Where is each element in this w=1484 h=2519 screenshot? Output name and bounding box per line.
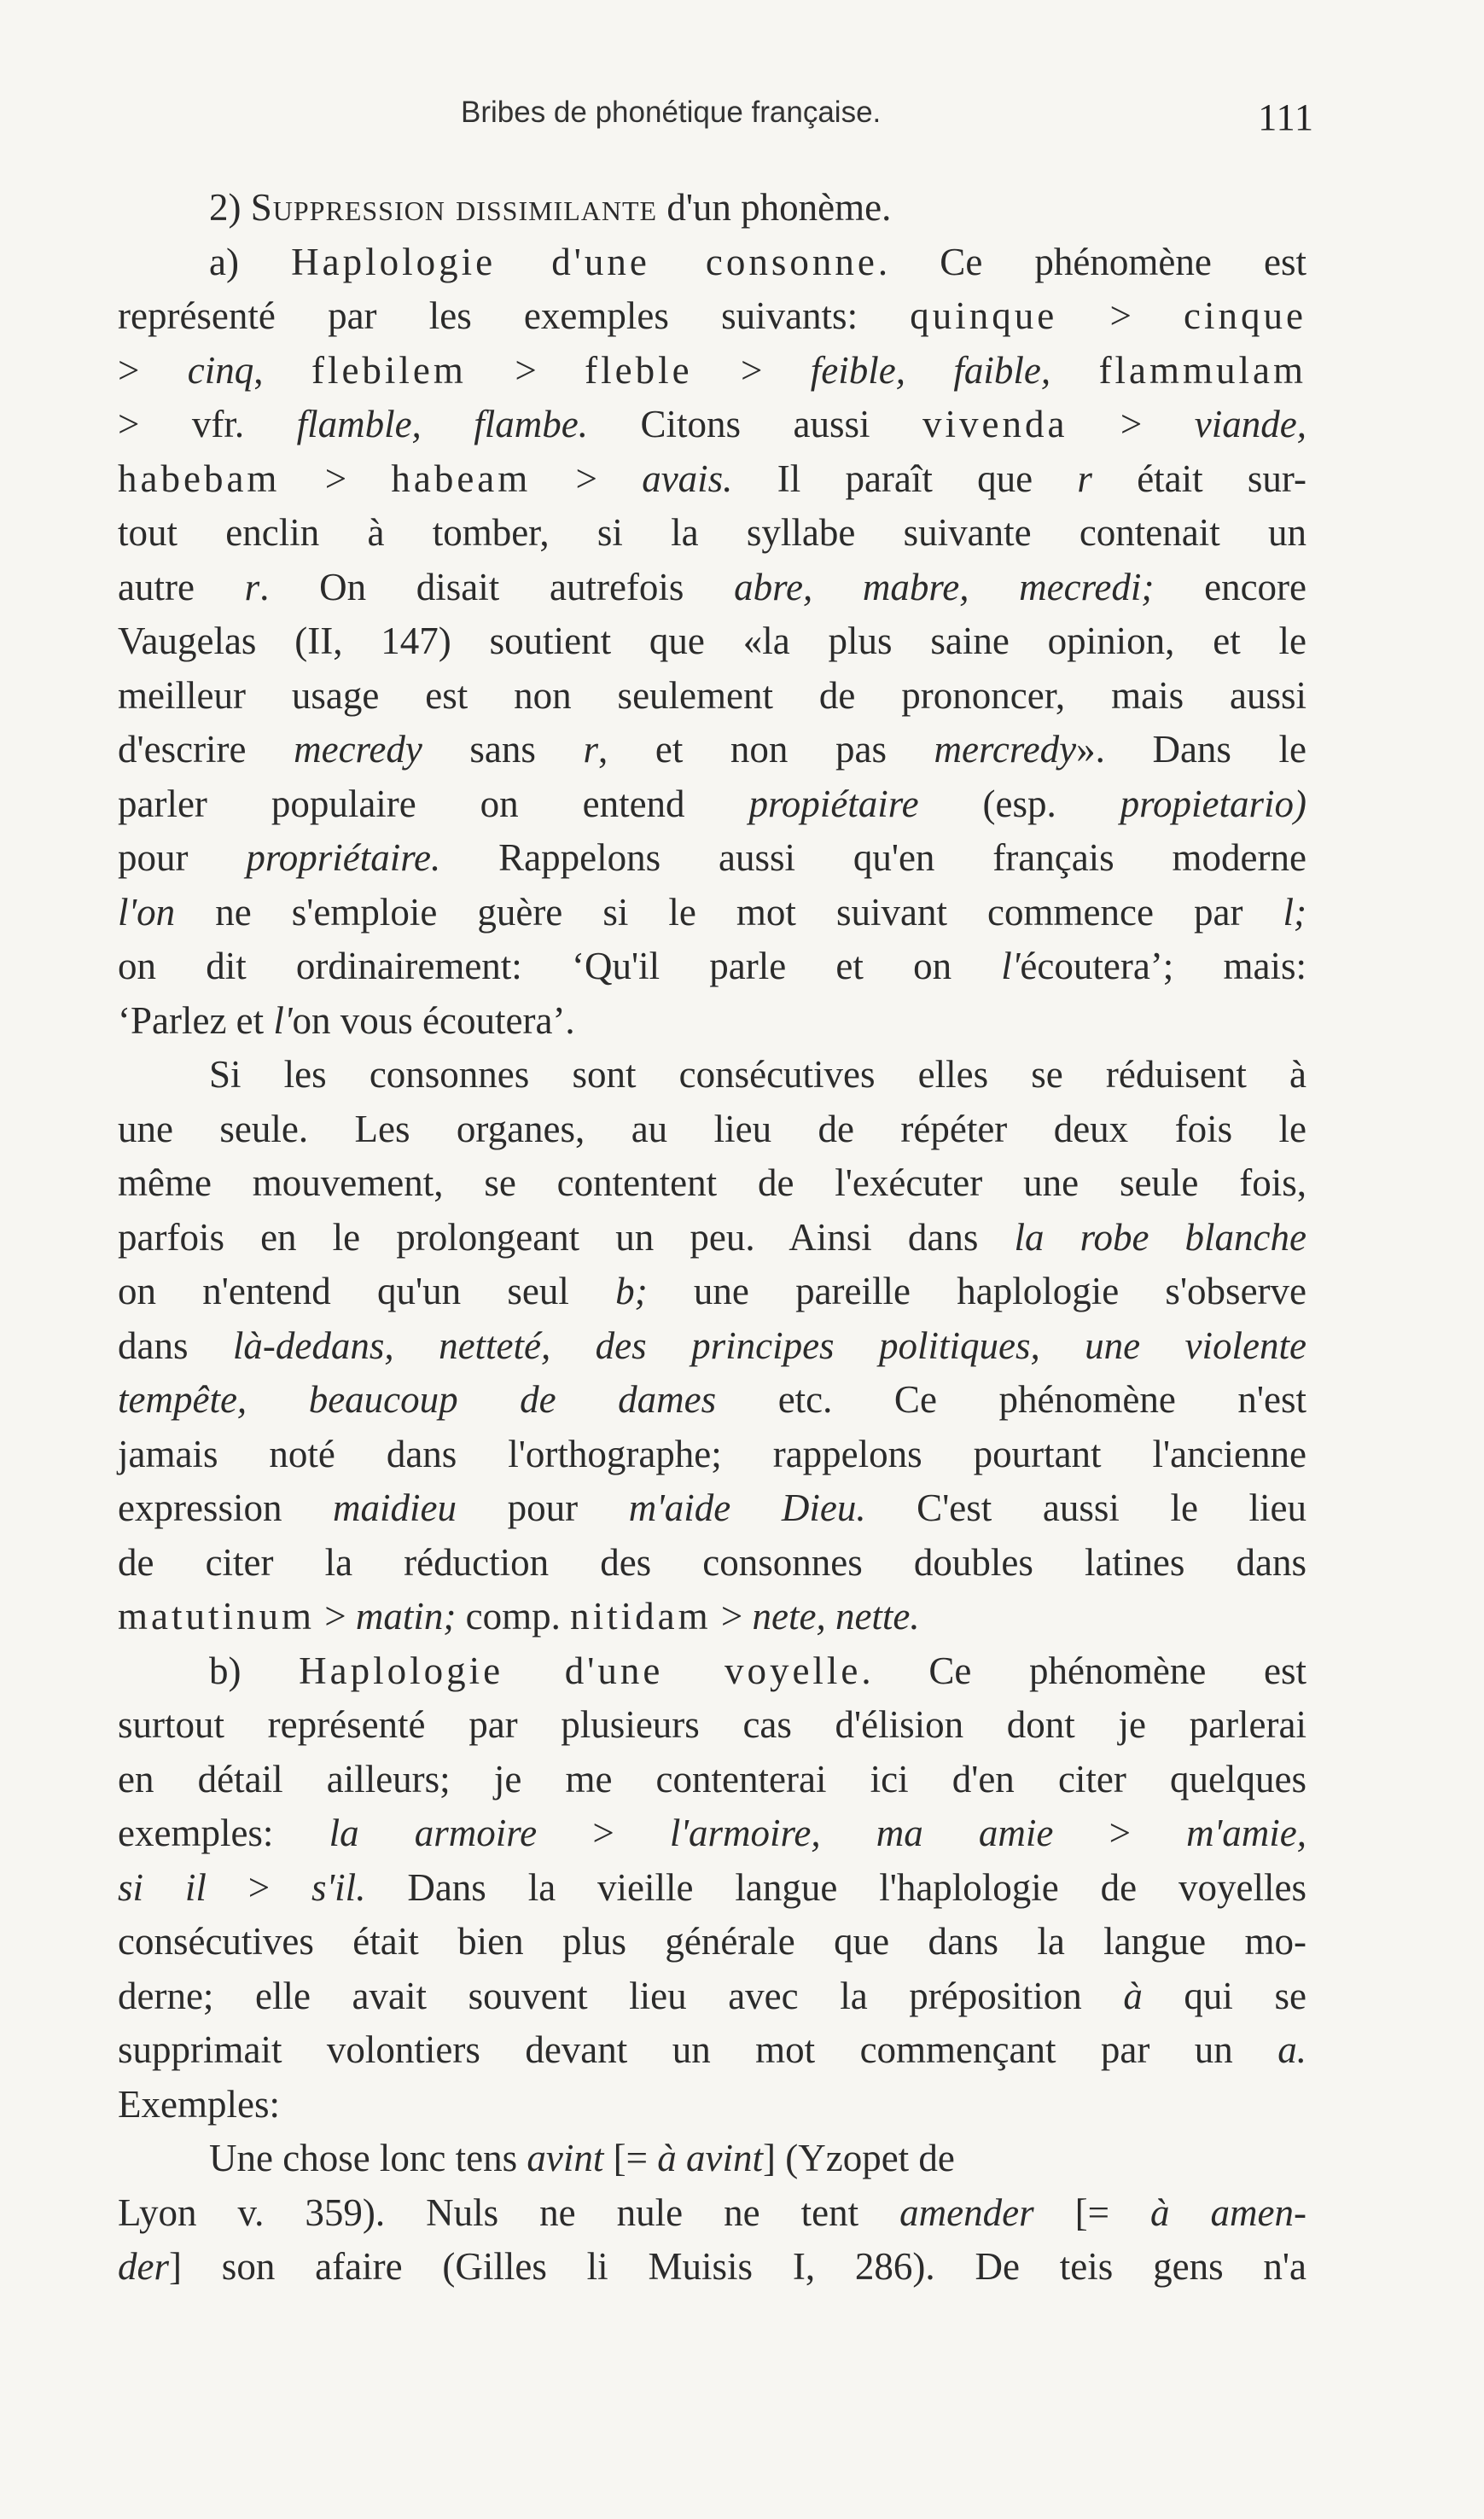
text-segment: jamais noté dans l'orthographe; rappelons pourtant l'ancienne: [118, 1432, 1307, 1475]
text-segment: . On disait autrefois: [259, 565, 735, 608]
text-segment: parler populaire on entend: [118, 782, 749, 825]
running-title: Bribes de phonétique française.: [461, 96, 882, 129]
italic-text: r: [1077, 457, 1092, 500]
small-caps-text: Suppression dissimilante: [250, 186, 658, 229]
spaced-text: quinque: [910, 294, 1058, 337]
italic-text: der: [118, 2245, 169, 2288]
text-segment: ] (Yzopet de: [763, 2137, 955, 2179]
text-line: [118, 398, 1307, 452]
italic-text: amender: [899, 2190, 1034, 2234]
italic-text: l'armoire, ma amie: [669, 1812, 1054, 1854]
text-segment: sans: [422, 728, 584, 771]
italic-text: matin;: [355, 1595, 457, 1638]
italic-text: a.: [1277, 2028, 1307, 2071]
text-segment: en détail ailleurs; je me contenterai ici d'en citer quelques: [118, 1757, 1307, 1801]
text-segment: on dit ordinairement: ‘Qu'il parle et on: [118, 945, 1002, 987]
page-header: [461, 96, 1314, 147]
text-segment: C'est aussi le lieu: [865, 1486, 1307, 1529]
text-segment: >: [1053, 1812, 1187, 1854]
text-segment: >: [1068, 403, 1195, 445]
italic-text: cinq: [187, 348, 254, 392]
italic-text: propiétaire: [748, 782, 919, 825]
text-line: [118, 452, 1307, 507]
text-segment: [=: [1033, 2190, 1151, 2234]
text-line: [118, 1806, 1307, 1861]
text-segment: [1050, 349, 1098, 392]
text-line: [118, 1536, 1307, 1591]
spaced-text: cinque: [1184, 294, 1307, 337]
text-line: [118, 1265, 1307, 1319]
text-segment: >: [315, 1595, 356, 1638]
text-line: [118, 1373, 1307, 1428]
italic-text: mercredy: [934, 728, 1077, 771]
italic-text: à amen-: [1150, 2190, 1307, 2234]
text-segment: écoutera’; mais:: [1020, 945, 1307, 987]
text-segment: >: [1057, 294, 1184, 337]
text-segment: derne; elle avait souvent lieu avec la préposition: [118, 1974, 1124, 2017]
text-line: [118, 506, 1307, 561]
text-line: [118, 2240, 1307, 2295]
text-segment: 2): [209, 186, 251, 229]
text-line: [118, 1590, 1307, 1644]
italic-text: l;: [1283, 890, 1307, 934]
text-segment: expression: [118, 1486, 334, 1529]
text-segment: >: [537, 1812, 670, 1854]
italic-text: la armoire: [329, 1812, 538, 1854]
text-segment: on n'entend qu'un seul: [118, 1270, 616, 1312]
text-segment: une pareille haplologie s'observe: [647, 1270, 1307, 1312]
text-line: [118, 614, 1307, 669]
text-line: [118, 1048, 1307, 1102]
text-segment: encore: [1154, 565, 1307, 608]
italic-text: viande,: [1194, 403, 1307, 445]
text-line: [118, 1428, 1307, 1482]
text-segment: ‘Parlez et: [118, 998, 274, 1042]
italic-text: feible, faible,: [810, 348, 1051, 392]
italic-text: maidieu: [333, 1486, 457, 1529]
text-segment: > vfr.: [118, 403, 297, 445]
text-segment: >: [711, 1595, 753, 1638]
spaced-text: Haplologie d'une consonne: [291, 240, 878, 283]
text-segment: représenté par les exemples suivants:: [118, 294, 911, 337]
text-line: [118, 1319, 1307, 1374]
text-segment: b): [209, 1649, 300, 1692]
italic-text: m'amie,: [1186, 1812, 1307, 1854]
text-segment: parfois en le prolongeant un peu. Ainsi dans: [118, 1215, 1015, 1259]
text-line: [118, 2186, 1307, 2241]
text-line: [118, 994, 1307, 1049]
italic-text: propriétaire.: [246, 836, 441, 879]
text-line: [118, 236, 1307, 290]
text-segment: >: [531, 457, 643, 500]
italic-text: abre, mabre, mecredi;: [734, 565, 1155, 608]
spaced-text: flebilem: [311, 348, 467, 392]
text-segment: de citer la réduction des consonnes doubles latines dans: [118, 1540, 1307, 1584]
italic-text: r: [583, 728, 599, 771]
text-segment: même mouvement, se contentent de l'exécuter une seule fois,: [118, 1161, 1307, 1204]
text-line: [118, 561, 1307, 615]
italic-text: l'on: [118, 890, 176, 934]
italic-text: m'aide Dieu.: [628, 1486, 866, 1529]
text-segment: pour: [457, 1486, 629, 1529]
text-segment: Si les consonnes sont consécutives elles se réduisent à: [209, 1053, 1307, 1096]
italic-text: avint: [527, 2137, 604, 2179]
italic-text: la robe blanche: [1014, 1215, 1307, 1259]
spaced-text: Haplologie d'une voyelle: [299, 1649, 862, 1692]
text-segment: >: [692, 348, 811, 392]
text-segment: a): [209, 240, 292, 283]
text-segment: pour: [118, 836, 247, 879]
text-segment: Exemples:: [118, 2082, 280, 2126]
text-segment: . Ce phénomène est: [861, 1649, 1307, 1692]
text-segment: tout enclin à tomber, si la syllabe suivante contenait un: [118, 511, 1307, 554]
italic-text: l': [273, 998, 293, 1042]
text-segment: Dans la vieille langue l'haplologie de voyelles: [365, 1865, 1307, 1909]
text-line: [118, 1753, 1307, 1807]
text-line: [118, 1861, 1307, 1916]
text-segment: ne s'emploie guère si le mot suivant commence par: [175, 890, 1283, 934]
italic-text: l': [1001, 945, 1021, 987]
italic-text: avais.: [642, 457, 733, 500]
text-segment: >: [466, 348, 585, 392]
text-segment: supprimait volontiers devant un mot commençant par un: [118, 2028, 1278, 2071]
text-segment: comp.: [456, 1595, 571, 1638]
text-line: [118, 2023, 1307, 2078]
text-line: [118, 1969, 1307, 2024]
spaced-text: fleble: [585, 348, 693, 392]
text-segment: une seule. Les organes, au lieu de répéter deux fois le: [118, 1107, 1307, 1150]
italic-text: r: [244, 565, 260, 608]
italic-text: s'il.: [311, 1865, 366, 1909]
text-line: [118, 831, 1307, 886]
text-segment: ] son afaire (Gilles li Muisis I, 286). De teis gens n'a: [169, 2245, 1307, 2288]
spaced-text: nitidam: [570, 1595, 712, 1638]
text-line: [118, 344, 1307, 399]
text-line: [118, 1481, 1307, 1536]
page-number: 111: [1258, 96, 1314, 138]
text-segment: Il paraît que: [732, 457, 1078, 500]
italic-text: nete, nette.: [752, 1595, 920, 1638]
italic-text: à avint: [657, 2137, 763, 2179]
text-segment: d'un phonème.: [657, 186, 892, 229]
text-segment: Citons aussi: [588, 403, 922, 445]
spaced-text: vivenda: [922, 403, 1068, 445]
text-segment: ,: [253, 348, 311, 392]
text-segment: surtout représenté par plusieurs cas d'élision dont je parlerai: [118, 1703, 1307, 1746]
italic-text: à: [1123, 1974, 1143, 2017]
text-segment: Une chose lonc tens: [209, 2137, 527, 2179]
text-segment: exemples:: [118, 1812, 329, 1854]
spaced-text: flammulam: [1098, 348, 1307, 392]
spaced-text: habeam: [391, 457, 532, 500]
text-line: [118, 940, 1307, 994]
text-segment: était sur-: [1091, 457, 1307, 500]
italic-text: b;: [615, 1270, 648, 1312]
text-line: [118, 1915, 1307, 1969]
text-segment: meilleur usage est non seulement de prononcer, mais aussi: [118, 673, 1307, 717]
text-line: [118, 886, 1307, 940]
spaced-text: matutinum: [118, 1595, 315, 1638]
text-segment: autre: [118, 565, 245, 608]
italic-text: si il: [118, 1865, 207, 1909]
text-line: [118, 181, 1307, 236]
text-segment: . Ce phénomène est: [877, 240, 1307, 283]
text-segment: qui se: [1142, 1974, 1307, 2017]
text-segment: d'escrire: [118, 728, 294, 771]
text-segment: >: [206, 1865, 312, 1909]
body-text: [118, 181, 1307, 2295]
italic-text: flamble, flambe.: [296, 403, 589, 445]
text-segment: consécutives était bien plus générale que dans la langue mo-: [118, 1920, 1307, 1963]
text-segment: >: [118, 348, 188, 392]
text-segment: Vaugelas (II, 147) soutient que «la plus saine opinion, et le: [118, 620, 1307, 662]
text-segment: Rappelons aussi qu'en français moderne: [440, 836, 1307, 879]
text-line: [118, 1698, 1307, 1753]
text-line: [118, 1156, 1307, 1211]
italic-text: mecredy: [294, 728, 422, 771]
text-line: [118, 2078, 1307, 2132]
text-line: [118, 1644, 1307, 1699]
text-line: [118, 723, 1307, 777]
italic-text: propietario): [1120, 782, 1307, 825]
text-line: [118, 289, 1307, 344]
text-segment: Lyon v. 359). Nuls ne nule ne tent: [118, 2190, 900, 2234]
text-segment: ». Dans le: [1076, 728, 1307, 771]
text-segment: >: [280, 457, 392, 500]
italic-text: là-dedans, netteté, des principes politiques, une violente: [232, 1323, 1307, 1367]
text-line: [118, 1211, 1307, 1265]
text-segment: (esp.: [918, 782, 1120, 825]
text-line: [118, 777, 1307, 832]
text-line: [118, 1102, 1307, 1157]
text-line: [118, 669, 1307, 724]
text-segment: on vous écoutera’.: [292, 998, 575, 1042]
text-segment: , et non pas: [598, 728, 934, 771]
italic-text: tempête, beaucoup de dames: [118, 1378, 717, 1421]
text-segment: [=: [603, 2137, 658, 2179]
spaced-text: habebam: [118, 457, 281, 500]
text-line: [118, 2132, 1307, 2186]
text-segment: dans: [118, 1323, 233, 1367]
text-segment: etc. Ce phénomène n'est: [716, 1378, 1307, 1421]
